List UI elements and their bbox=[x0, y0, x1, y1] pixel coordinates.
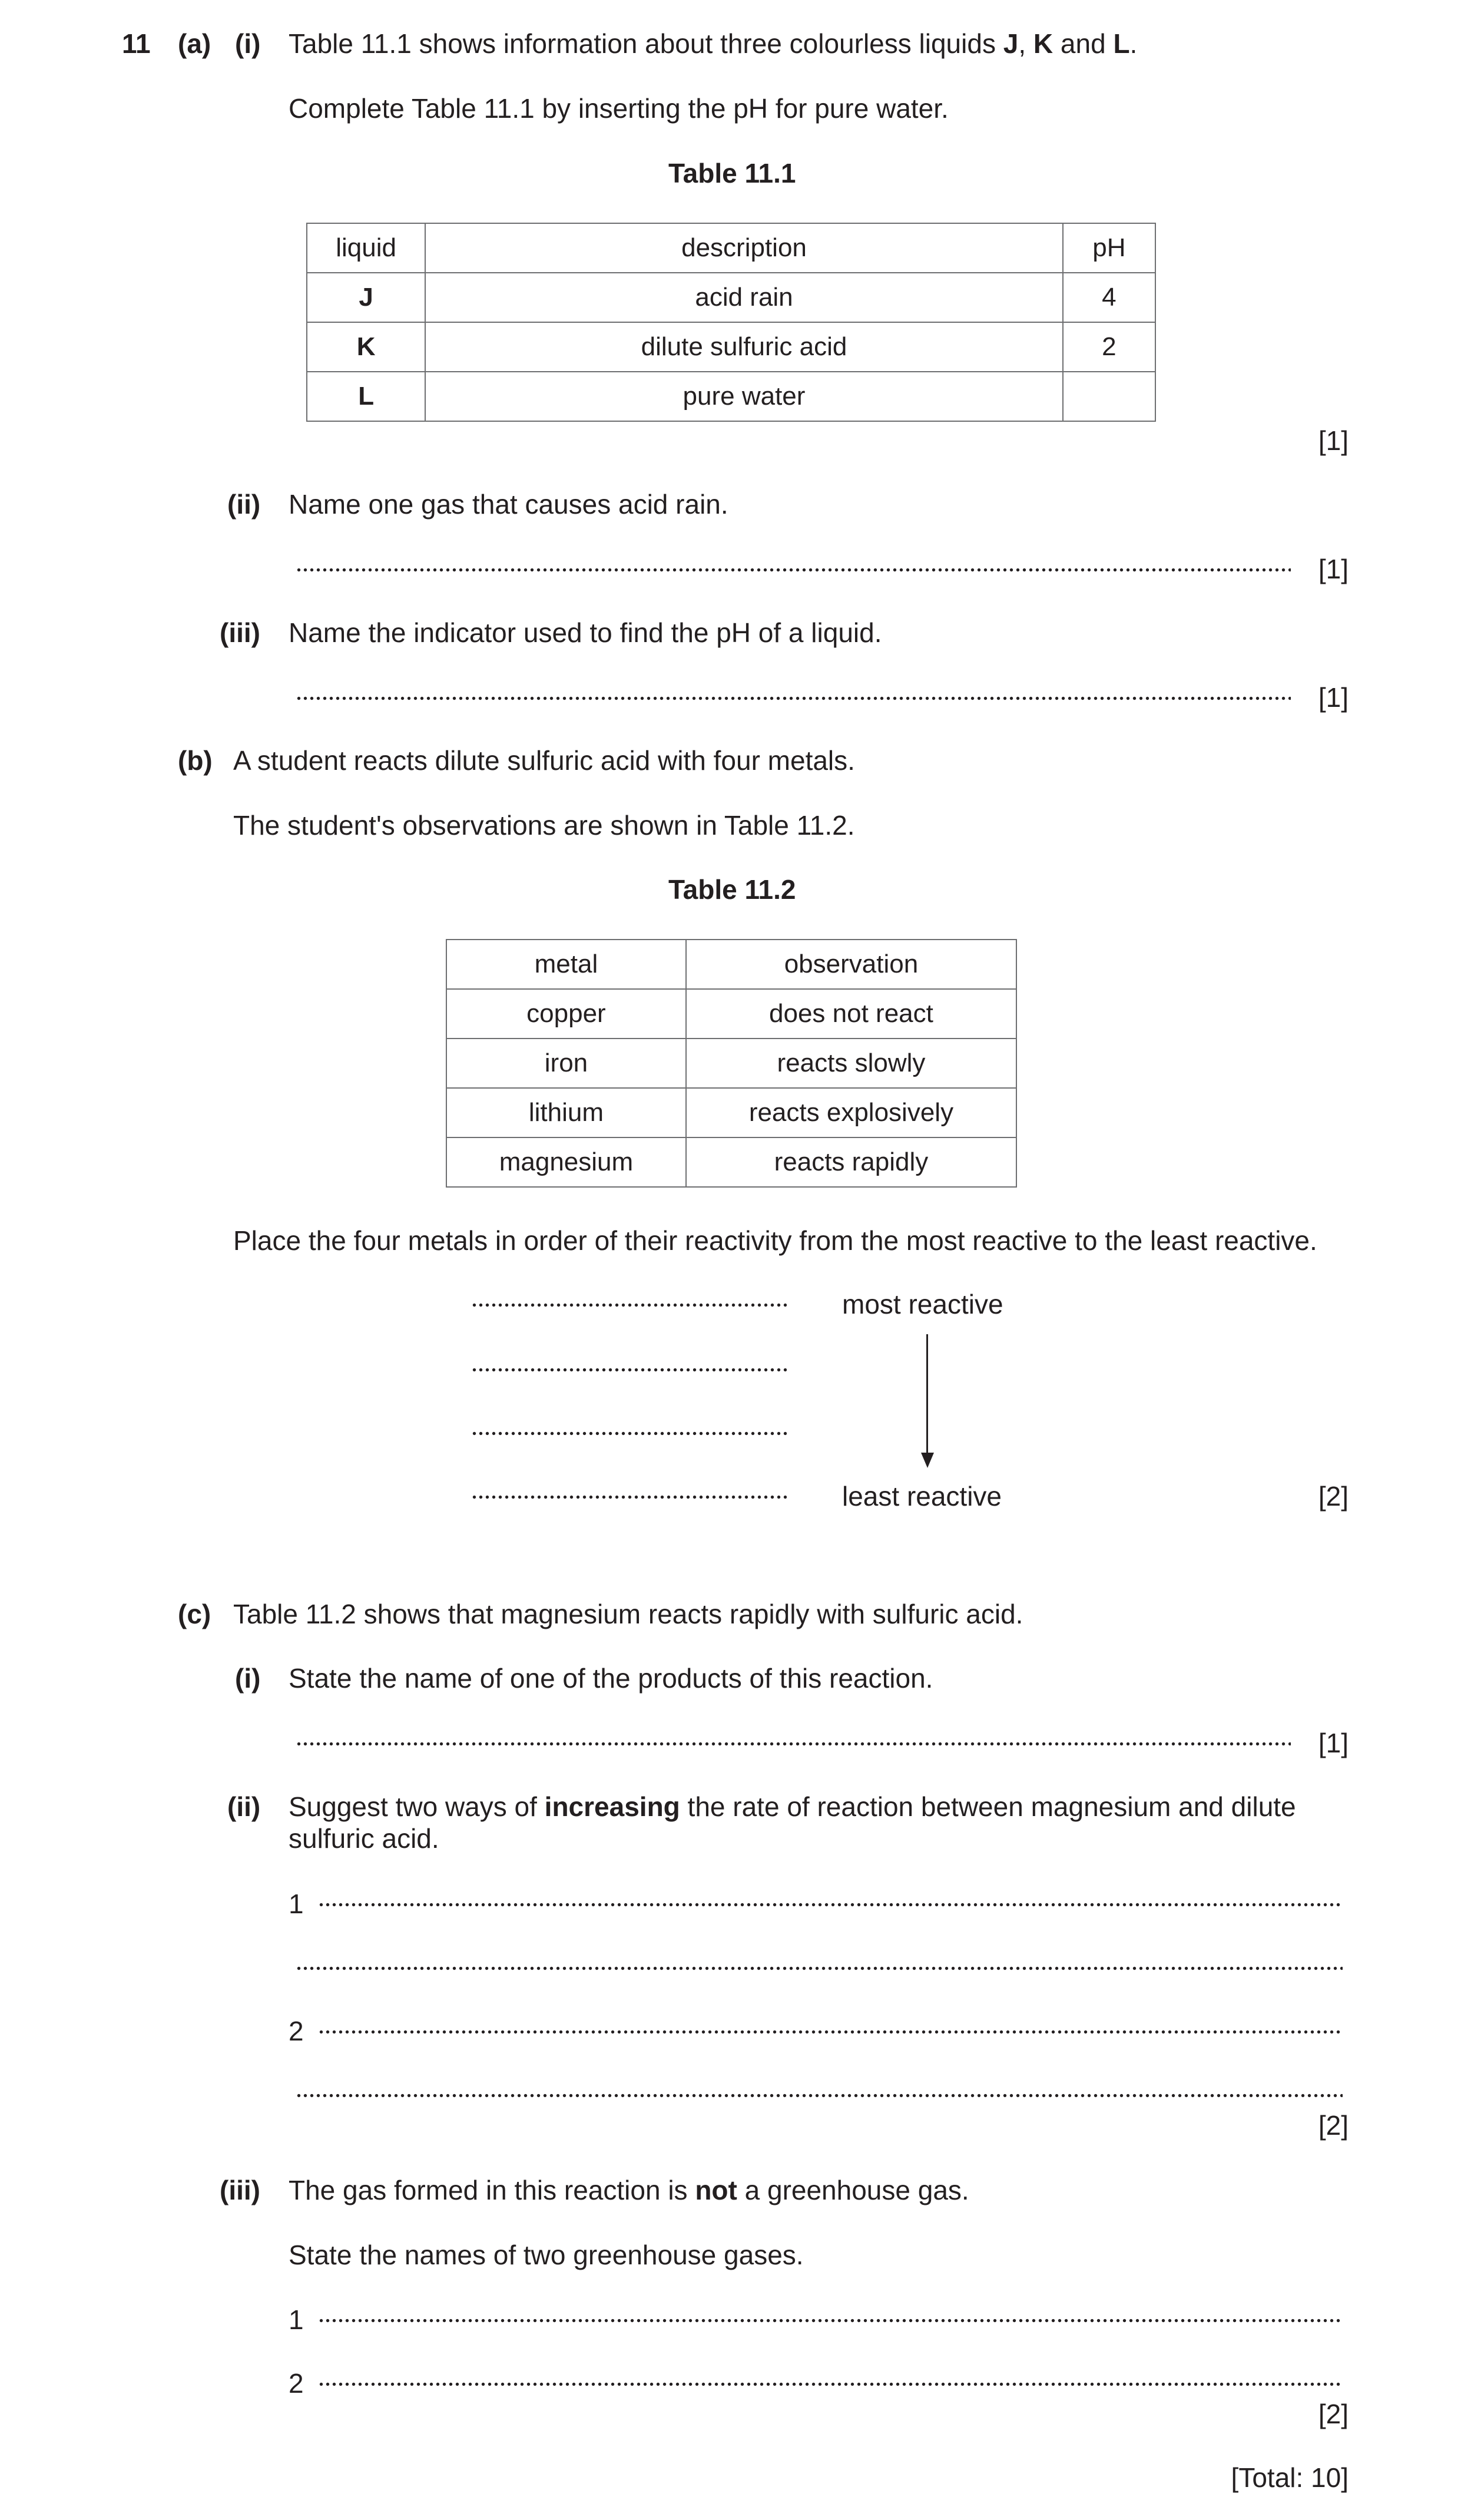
table-header-cell: observation bbox=[686, 940, 1016, 989]
answer-line-c-ii-1b[interactable] bbox=[296, 1947, 1343, 1971]
table-11-2-title: Table 11.2 bbox=[668, 874, 796, 905]
part-c-iii-question: The gas formed in this reaction is not a greenhouse gas. bbox=[289, 2175, 969, 2205]
answer-number-1: 1 bbox=[289, 2304, 304, 2335]
part-a-i-instruction: Complete Table 11.1 by inserting the pH for pure water. bbox=[289, 93, 949, 124]
part-c-intro: Table 11.2 shows that magnesium reacts rapidly with sulfuric acid. bbox=[233, 1599, 1023, 1629]
reactivity-answer-line-1[interactable] bbox=[471, 1284, 787, 1308]
part-b-intro-2: The student's observations are shown in Table 11.2. bbox=[233, 810, 855, 841]
part-a-ii-label: (ii) bbox=[227, 489, 261, 520]
reactivity-answer-line-3[interactable] bbox=[471, 1413, 787, 1436]
reactivity-answer-line-2[interactable] bbox=[471, 1349, 787, 1373]
total-mark: [Total: 10] bbox=[1231, 2462, 1349, 2493]
table-row bbox=[307, 372, 1155, 421]
table-row bbox=[446, 940, 1016, 989]
table-11-2 bbox=[446, 939, 1017, 1188]
answer-line-a-iii[interactable] bbox=[296, 677, 1291, 701]
part-a-ii-question: Name one gas that causes acid rain. bbox=[289, 489, 728, 520]
table-header-cell: liquid bbox=[307, 223, 425, 273]
part-c-ii-label: (ii) bbox=[227, 1791, 261, 1822]
table-cell-metal: iron bbox=[446, 1039, 686, 1088]
part-a-iii-question: Name the indicator used to find the pH of a liquid. bbox=[289, 617, 882, 648]
part-b-intro: A student reacts dilute sulfuric acid with four metals. bbox=[233, 745, 855, 776]
mark-a-i: [1] bbox=[1318, 425, 1349, 456]
table-cell-metal: copper bbox=[446, 989, 686, 1039]
table-cell-description: dilute sulfuric acid bbox=[425, 322, 1062, 372]
answer-line-c-ii-1a[interactable] bbox=[318, 1884, 1343, 1907]
answer-line-c-iii-1[interactable] bbox=[318, 2300, 1343, 2323]
table-header-cell: description bbox=[425, 223, 1062, 273]
mark-a-ii: [1] bbox=[1318, 554, 1349, 584]
table-row bbox=[307, 223, 1155, 273]
ph-answer-cell[interactable] bbox=[1063, 372, 1155, 421]
part-a-label: (a) bbox=[178, 28, 211, 59]
table-cell-ph: 2 bbox=[1063, 322, 1155, 372]
part-c-i-label: (i) bbox=[235, 1663, 261, 1694]
part-a-i-intro: Table 11.1 shows information about three colourless liquids J, K and L. bbox=[289, 28, 1138, 59]
mark-c-iii: [2] bbox=[1318, 2399, 1349, 2429]
part-c-label: (c) bbox=[178, 1599, 211, 1629]
table-row bbox=[307, 273, 1155, 322]
answer-line-c-ii-2a[interactable] bbox=[318, 2011, 1343, 2035]
mark-a-iii: [1] bbox=[1318, 682, 1349, 713]
table-cell-ph: 4 bbox=[1063, 273, 1155, 322]
question-number: 11 bbox=[122, 28, 151, 59]
table-11-1-title: Table 11.1 bbox=[668, 158, 796, 188]
answer-number-2: 2 bbox=[289, 2368, 304, 2399]
table-row bbox=[307, 322, 1155, 372]
part-a-iii-label: (iii) bbox=[220, 617, 260, 648]
answer-number-2: 2 bbox=[289, 2016, 304, 2046]
table-cell-metal: magnesium bbox=[446, 1137, 686, 1187]
answer-line-c-iii-2[interactable] bbox=[318, 2363, 1343, 2387]
reactivity-arrow bbox=[926, 1334, 928, 1455]
mark-c-ii: [2] bbox=[1318, 2110, 1349, 2141]
part-c-i-question: State the name of one of the products of this reaction. bbox=[289, 1663, 933, 1694]
table-11-1 bbox=[306, 223, 1156, 422]
table-row bbox=[446, 989, 1016, 1039]
answer-number-1: 1 bbox=[289, 1889, 304, 1919]
table-cell-liquid: J bbox=[307, 273, 425, 322]
part-b-label: (b) bbox=[178, 745, 213, 776]
part-c-iii-instruction: State the names of two greenhouse gases. bbox=[289, 2240, 804, 2270]
part-c-ii-question-line2: sulfuric acid. bbox=[289, 1823, 439, 1854]
table-header-cell: metal bbox=[446, 940, 686, 989]
answer-line-c-ii-2b[interactable] bbox=[296, 2075, 1343, 2098]
table-cell-metal: lithium bbox=[446, 1088, 686, 1137]
part-c-ii-question: Suggest two ways of increasing the rate of reaction between magnesium and dilute bbox=[289, 1791, 1296, 1822]
table-cell-observation: does not react bbox=[686, 989, 1016, 1039]
mark-c-i: [1] bbox=[1318, 1728, 1349, 1758]
table-row bbox=[446, 1088, 1016, 1137]
table-row bbox=[446, 1137, 1016, 1187]
least-reactive-label: least reactive bbox=[842, 1481, 1002, 1512]
answer-line-c-i[interactable] bbox=[296, 1723, 1291, 1747]
table-row bbox=[446, 1039, 1016, 1088]
part-a-i-label: (i) bbox=[235, 28, 261, 59]
part-b-instruction: Place the four metals in order of their reactivity from the most reactive to the least reactive. bbox=[233, 1225, 1317, 1256]
answer-line-a-ii[interactable] bbox=[296, 549, 1291, 573]
table-cell-description: pure water bbox=[425, 372, 1062, 421]
part-c-iii-label: (iii) bbox=[220, 2175, 260, 2205]
table-cell-liquid: L bbox=[307, 372, 425, 421]
arrow-down-icon bbox=[921, 1453, 934, 1468]
reactivity-answer-line-4[interactable] bbox=[471, 1476, 787, 1500]
most-reactive-label: most reactive bbox=[842, 1289, 1003, 1319]
table-cell-liquid: K bbox=[307, 322, 425, 372]
table-cell-observation: reacts explosively bbox=[686, 1088, 1016, 1137]
table-cell-observation: reacts rapidly bbox=[686, 1137, 1016, 1187]
mark-b: [2] bbox=[1318, 1481, 1349, 1512]
table-cell-description: acid rain bbox=[425, 273, 1062, 322]
table-cell-observation: reacts slowly bbox=[686, 1039, 1016, 1088]
table-header-cell: pH bbox=[1063, 223, 1155, 273]
